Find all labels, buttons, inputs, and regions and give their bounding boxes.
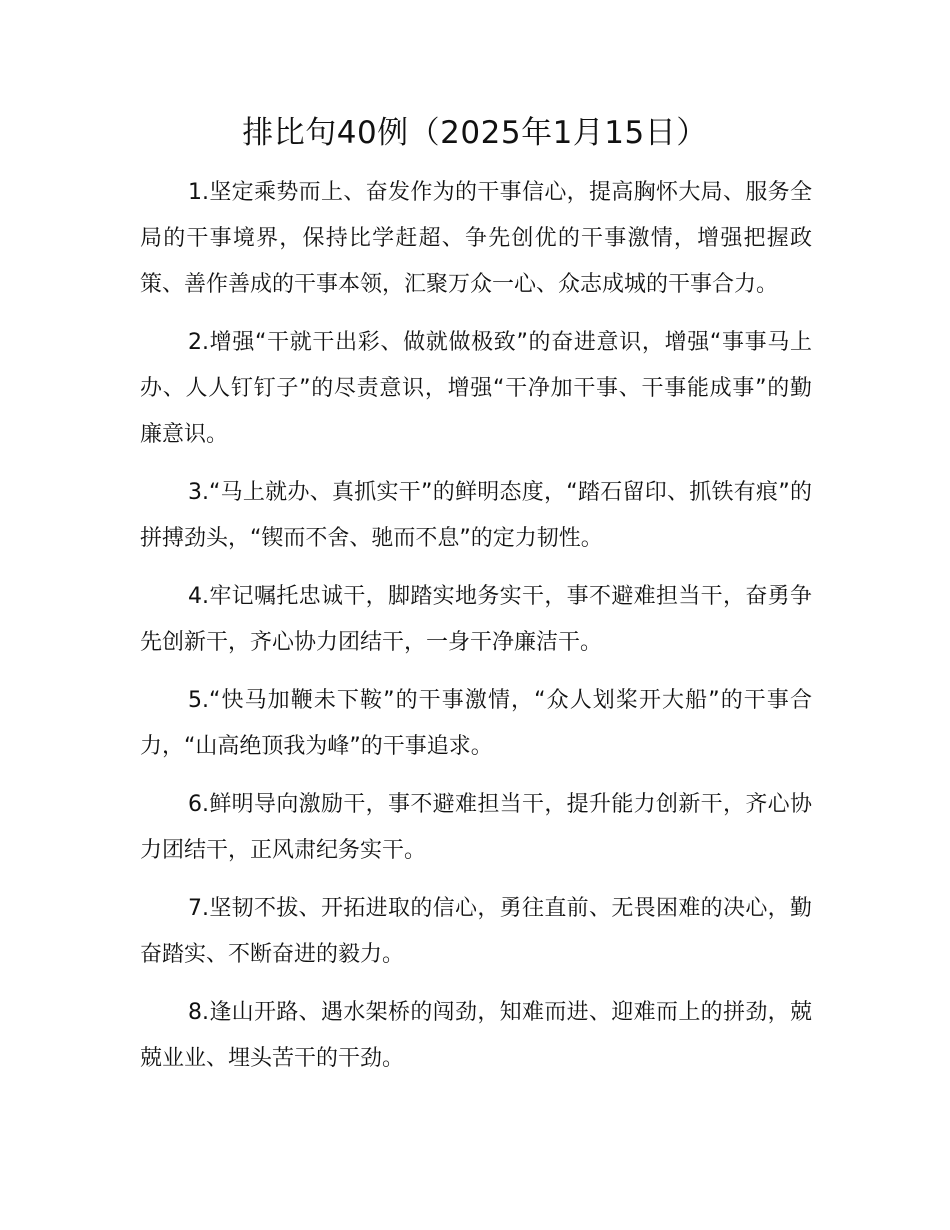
paragraph-1: 1.坚定乘势而上、奋发作为的干事信心，提高胸怀大局、服务全局的干事境界，保持比学赶超、争先创优的干事激情，增强把握政策、善作善成的干事本领，汇聚万众一心、众志成城的干事合力。 <box>140 180 812 297</box>
paragraph-7: 7.坚韧不拔、开拓进取的信心，勇往直前、无畏困难的决心，勤奋踏实、不断奋进的毅力。 <box>140 896 812 967</box>
paragraph-3: 3.“马上就办、真抓实干”的鲜明态度，“踏石留印、抓铁有痕”的拼搏劲头，“锲而不舍、驰而不息”的定力韧性。 <box>140 480 812 551</box>
paragraph-5: 5.“快马加鞭未下鞍”的干事激情，“众人划桨开大船”的干事合力，“山高绝顶我为峰”的干事追求。 <box>140 688 812 759</box>
paragraph-6: 6.鲜明导向激励干，事不避难担当干，提升能力创新干，齐心协力团结干，正风肃纪务实干。 <box>140 792 812 863</box>
paragraph-8: 8.逢山开路、遇水架桥的闯劲，知难而进、迎难而上的拼劲，兢兢业业、埋头苦干的干劲。 <box>140 1000 812 1071</box>
paragraph-4: 4.牢记嘱托忠诚干，脚踏实地务实干，事不避难担当干，奋勇争先创新干，齐心协力团结干，一身干净廉洁干。 <box>140 584 812 655</box>
document-title: 排比句40例（2025年1月15日） <box>242 115 708 151</box>
document-body <box>140 170 812 1094</box>
paragraph-2: 2.增强“干就干出彩、做就做极致”的奋进意识，增强“事事马上办、人人钉钉子”的尽责意识，增强“干净加干事、干事能成事”的勤廉意识。 <box>140 330 812 447</box>
